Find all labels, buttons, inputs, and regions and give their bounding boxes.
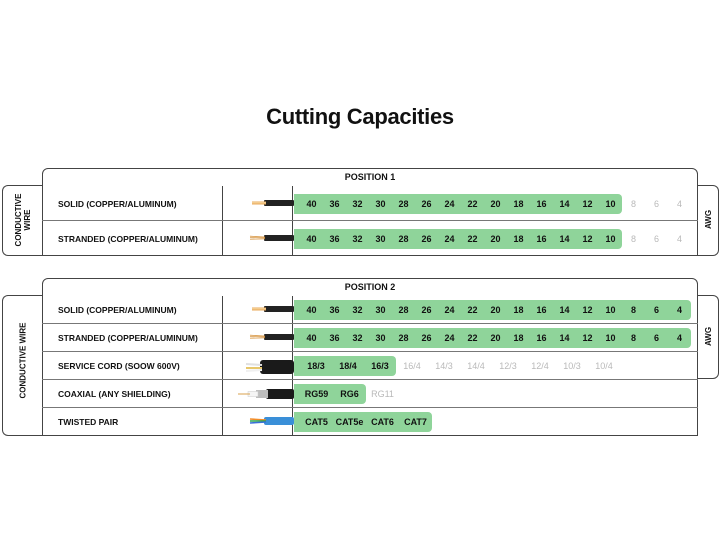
stranded-wire-icon [234,231,294,249]
capacity-value: 20 [490,198,501,209]
capacity-value: 14 [559,233,570,244]
capacity-value: 6 [653,233,659,244]
row-label: TWISTED PAIR [58,417,119,427]
position-1-label: POSITION 1 [344,172,396,182]
capacity-values [294,412,432,432]
capacity-value: 32 [352,305,363,315]
capacity-value: CAT5 [305,417,328,427]
capacity-value: 26 [421,333,432,343]
capacity-value: 16 [536,333,547,343]
position-2-side-label: CONDUCTIVE WIRE [18,322,28,399]
capacity-value: CAT7 [404,417,427,427]
capacity-values [294,384,399,404]
capacity-value: 30 [375,198,386,209]
row-label: STRANDED (COPPER/ALUMINUM) [58,333,198,343]
position-2-awg-panel [697,295,719,379]
capacity-value: 14/4 [467,361,485,371]
capacity-value: 22 [467,198,478,209]
capacity-value: 14 [559,305,570,315]
capacity-value: 16 [536,233,547,244]
column-divider [222,186,223,220]
capacity-value: 10 [605,305,616,315]
capacity-value: 32 [352,198,363,209]
position-2-header [42,278,698,296]
position-1-header [42,168,698,186]
position-1-awg-panel [697,185,719,256]
capacity-value: 28 [398,333,409,343]
capacity-values [294,229,691,249]
capacity-value: CAT5e [335,417,364,427]
column-divider [222,324,223,351]
capacity-value: 8 [630,305,636,315]
capacity-value: 18 [513,198,524,209]
capacity-value: 26 [421,233,432,244]
capacity-value: 28 [398,233,409,244]
capacity-value: RG59 [304,389,329,399]
twisted-pair-icon [234,414,294,433]
capacity-values [294,328,691,348]
position-1-side-panel [2,185,43,256]
capacity-value: 26 [421,305,432,315]
capacity-value: 12/4 [531,361,549,371]
capacity-value: 20 [490,305,501,315]
capacity-value: 10/3 [563,361,581,371]
capacity-value: 22 [467,333,478,343]
capacity-value: 6 [653,333,659,343]
capacity-value: 18/3 [307,361,325,371]
capacity-value: 14 [559,333,570,343]
capacity-value: 24 [444,305,455,315]
capacity-value: RG6 [340,389,359,399]
capacity-values [294,300,691,320]
capacity-value: 6 [653,198,659,209]
capacity-value: 18 [513,233,524,244]
capacity-value: 12 [582,305,593,315]
stranded-wire-icon [234,330,294,348]
capacity-value: 10/4 [595,361,613,371]
capacity-value: 8 [630,333,636,343]
capacity-value: CAT6 [371,417,394,427]
capacity-value: 8 [630,233,636,244]
capacity-values [294,194,691,214]
capacity-value: 36 [329,198,340,209]
capacity-values [294,356,620,376]
capacity-value: 16 [536,305,547,315]
capacity-value: 32 [352,233,363,244]
position-2-awg-label: AWG [704,326,714,347]
capacity-value: 16/3 [371,361,389,371]
position-1-side-label: CONDUCTIVE WIRE [14,193,32,247]
capacity-value: 4 [676,233,682,244]
position-1-awg-label: AWG [704,209,714,230]
column-divider [222,221,223,256]
capacity-value: 10 [605,333,616,343]
page-title: Cutting Capacities [266,104,454,129]
position-2-label: POSITION 2 [344,282,396,292]
coaxial-cable-icon [234,386,294,407]
row-label: SERVICE CORD (SOOW 600V) [58,361,180,371]
column-divider [222,352,223,379]
capacity-value: 30 [375,305,386,315]
capacity-value: 30 [375,233,386,244]
capacity-value: 20 [490,233,501,244]
service-cord-icon [234,358,294,381]
row-label: COAXIAL (ANY SHIELDING) [58,389,171,399]
capacity-value: 4 [676,198,682,209]
capacity-value: 22 [467,305,478,315]
solid-wire-icon [234,196,294,214]
row-label: SOLID (COPPER/ALUMINUM) [58,198,177,209]
capacity-value: 40 [306,233,317,244]
capacity-value: 40 [306,333,317,343]
column-divider [222,380,223,407]
capacity-value: 16/4 [403,361,421,371]
capacity-value: 32 [352,333,363,343]
capacity-value: 12 [582,198,593,209]
capacity-value: 4 [676,333,682,343]
capacity-value: 28 [398,198,409,209]
solid-wire-icon [234,302,294,320]
capacity-value: 18 [513,305,524,315]
capacity-value: 28 [398,305,409,315]
capacity-value: 30 [375,333,386,343]
capacity-value: 24 [444,198,455,209]
capacity-value: 40 [306,198,317,209]
capacity-value: 10 [605,198,616,209]
capacity-value: 6 [653,305,659,315]
capacity-value: 36 [329,233,340,244]
row-label: STRANDED (COPPER/ALUMINUM) [58,233,198,244]
capacity-value: 22 [467,233,478,244]
capacity-value: 16 [536,198,547,209]
capacity-value: RG11 [371,389,394,399]
capacity-value: 20 [490,333,501,343]
position-2-side-panel [2,295,43,436]
capacity-value: 8 [630,198,636,209]
capacity-value: 14/3 [435,361,453,371]
capacity-value: 36 [329,333,340,343]
capacity-value: 12 [582,233,593,244]
row-label: SOLID (COPPER/ALUMINUM) [58,305,177,315]
capacity-value: 24 [444,233,455,244]
capacity-value: 12/3 [499,361,517,371]
capacity-value: 10 [605,233,616,244]
capacity-value: 24 [444,333,455,343]
capacity-value: 12 [582,333,593,343]
capacity-value: 40 [306,305,317,315]
capacity-value: 18/4 [339,361,357,371]
capacity-value: 26 [421,198,432,209]
capacity-value: 18 [513,333,524,343]
column-divider [222,296,223,323]
capacity-value: 4 [676,305,682,315]
column-divider [222,408,223,436]
capacity-value: 36 [329,305,340,315]
capacity-value: 14 [559,198,570,209]
